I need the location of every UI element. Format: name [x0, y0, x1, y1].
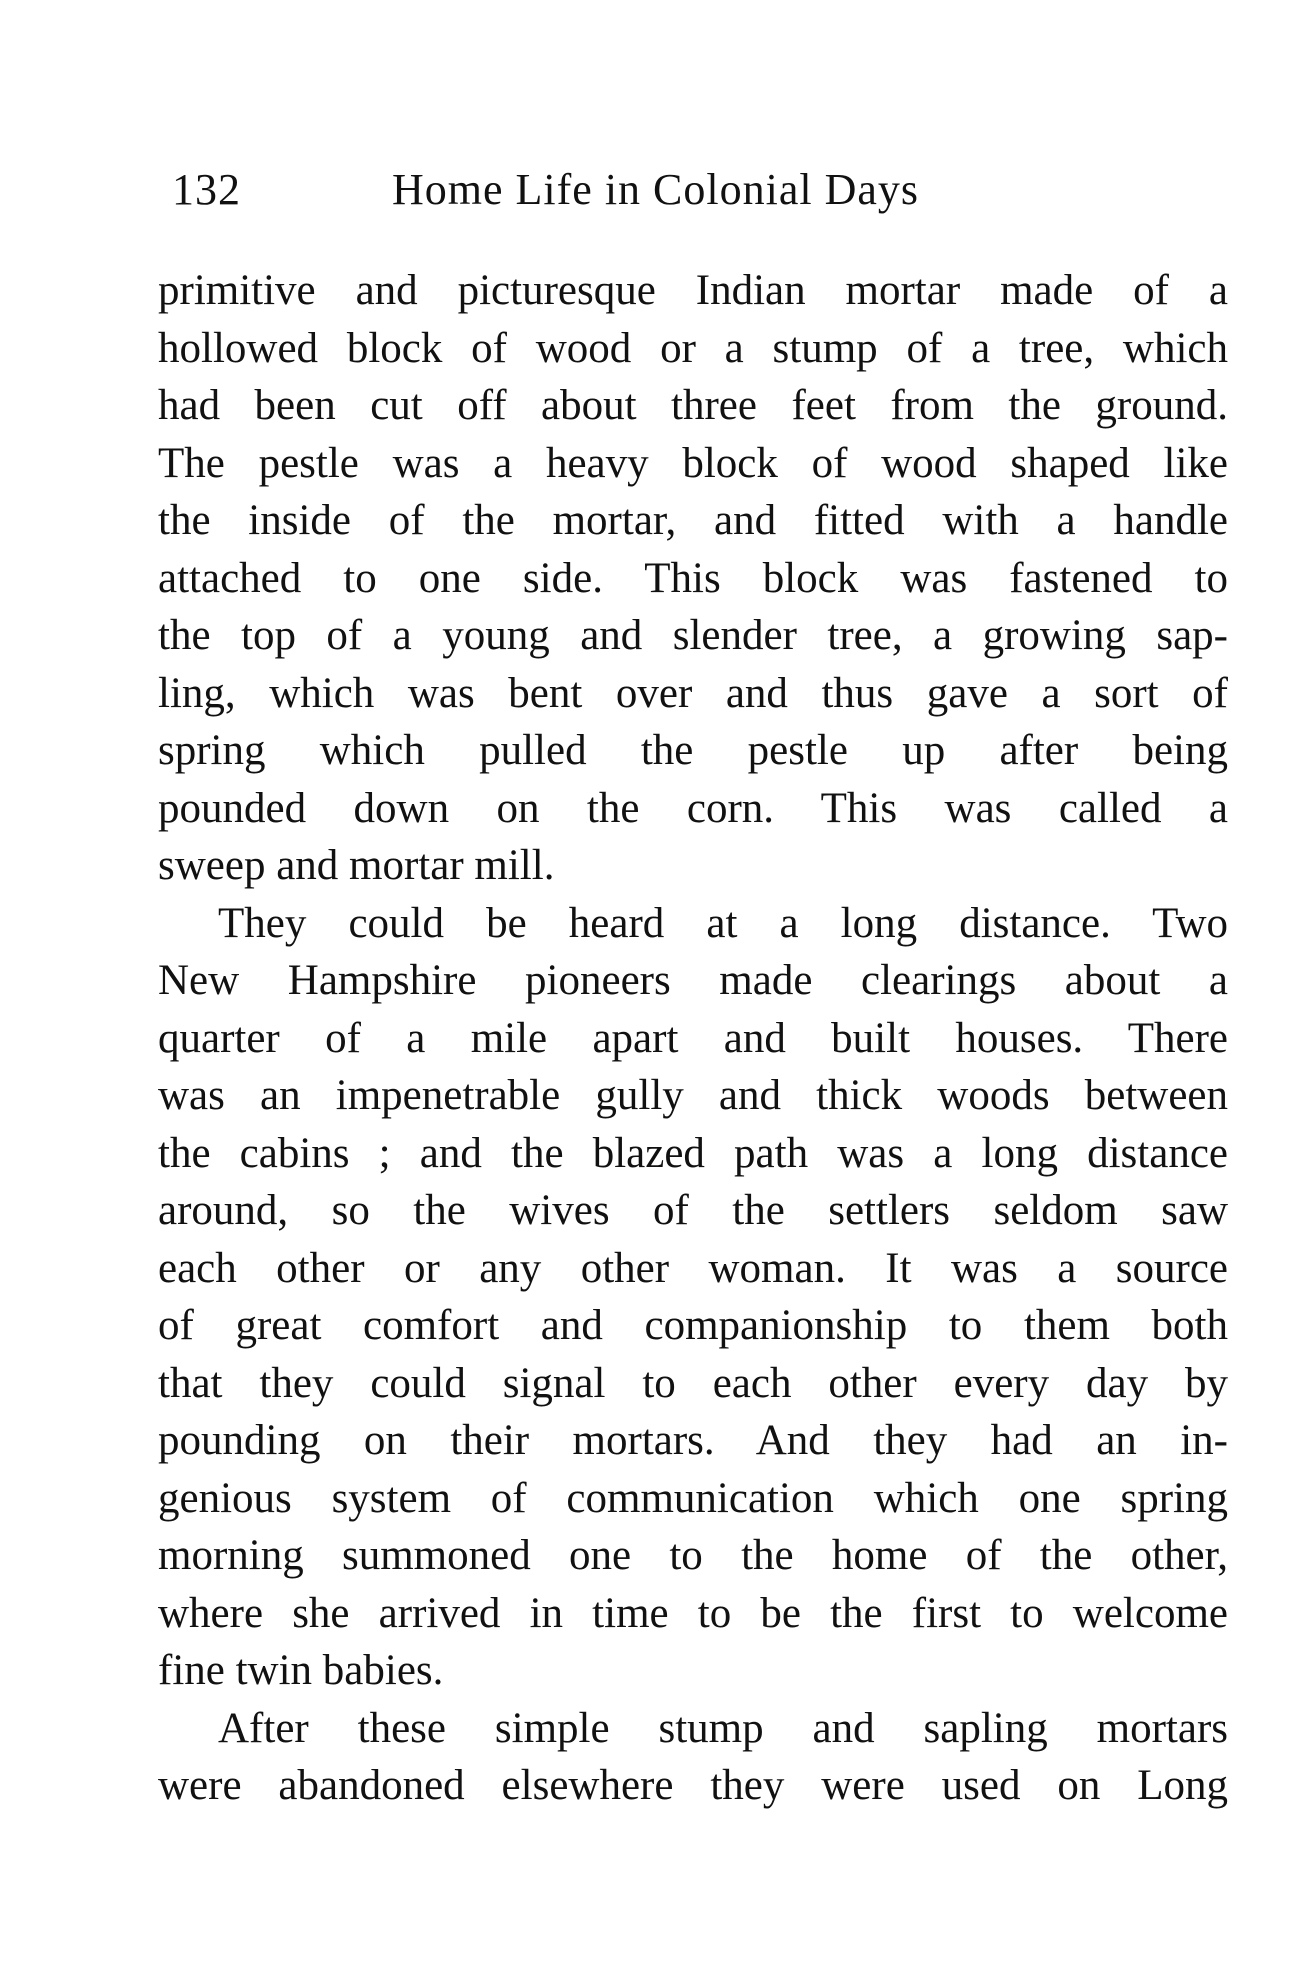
text-line: fine twin babies.: [158, 1647, 444, 1694]
text-line: sweep and mortar mill.: [158, 842, 555, 889]
text-line: genious system of communication which one spring: [158, 1474, 1228, 1522]
running-head: [172, 160, 1042, 220]
text-line: quarter of a mile apart and built houses. There: [158, 1014, 1228, 1062]
text-line: morning summoned one to the home of the other,: [158, 1532, 1228, 1579]
text-line: were abandoned elsewhere they were used on Long: [158, 1762, 1228, 1809]
text-line: hollowed block of wood or a stump of a tree, which: [158, 324, 1228, 372]
running-title: Home Life in Colonial Days: [392, 165, 920, 214]
body-text: [158, 262, 1228, 1815]
text-line: ling, which was bent over and thus gave a sort of: [158, 669, 1228, 717]
text-line: pounding on their mortars. And they had an in-: [158, 1417, 1228, 1464]
text-line: where she arrived in time to be the first to welcome: [158, 1589, 1228, 1637]
text-line: the top of a young and slender tree, a growing sap-: [158, 612, 1228, 659]
text-line: that they could signal to each other every day by: [158, 1359, 1228, 1407]
text-line: was an impenetrable gully and thick woods between: [158, 1072, 1228, 1119]
text-line: The pestle was a heavy block of wood shaped like: [158, 439, 1228, 487]
text-line: of great comfort and companionship to them both: [158, 1302, 1228, 1349]
text-line: attached to one side. This block was fastened to: [158, 554, 1228, 602]
text-line: pounded down on the corn. This was called a: [158, 784, 1228, 832]
paragraph-1: [158, 262, 1228, 895]
text-line: each other or any other woman. It was a source: [158, 1244, 1228, 1292]
text-line: had been cut off about three feet from the ground.: [158, 382, 1228, 429]
text-line: They could be heard at a long distance. Two: [218, 899, 1228, 947]
page-number: 132: [172, 165, 241, 214]
text-line: the inside of the mortar, and fitted with a handle: [158, 497, 1228, 544]
paragraph-2: [158, 895, 1228, 1700]
text-line: New Hampshire pioneers made clearings about a: [158, 957, 1228, 1004]
text-line: primitive and picturesque Indian mortar made of a: [158, 267, 1228, 314]
paragraph-3: [158, 1700, 1228, 1815]
text-line: After these simple stump and sapling mortars: [218, 1704, 1228, 1752]
text-line: the cabins ; and the blazed path was a long distance: [158, 1129, 1228, 1177]
text-line: spring which pulled the pestle up after being: [158, 727, 1228, 774]
text-line: around, so the wives of the settlers seldom saw: [158, 1187, 1228, 1234]
